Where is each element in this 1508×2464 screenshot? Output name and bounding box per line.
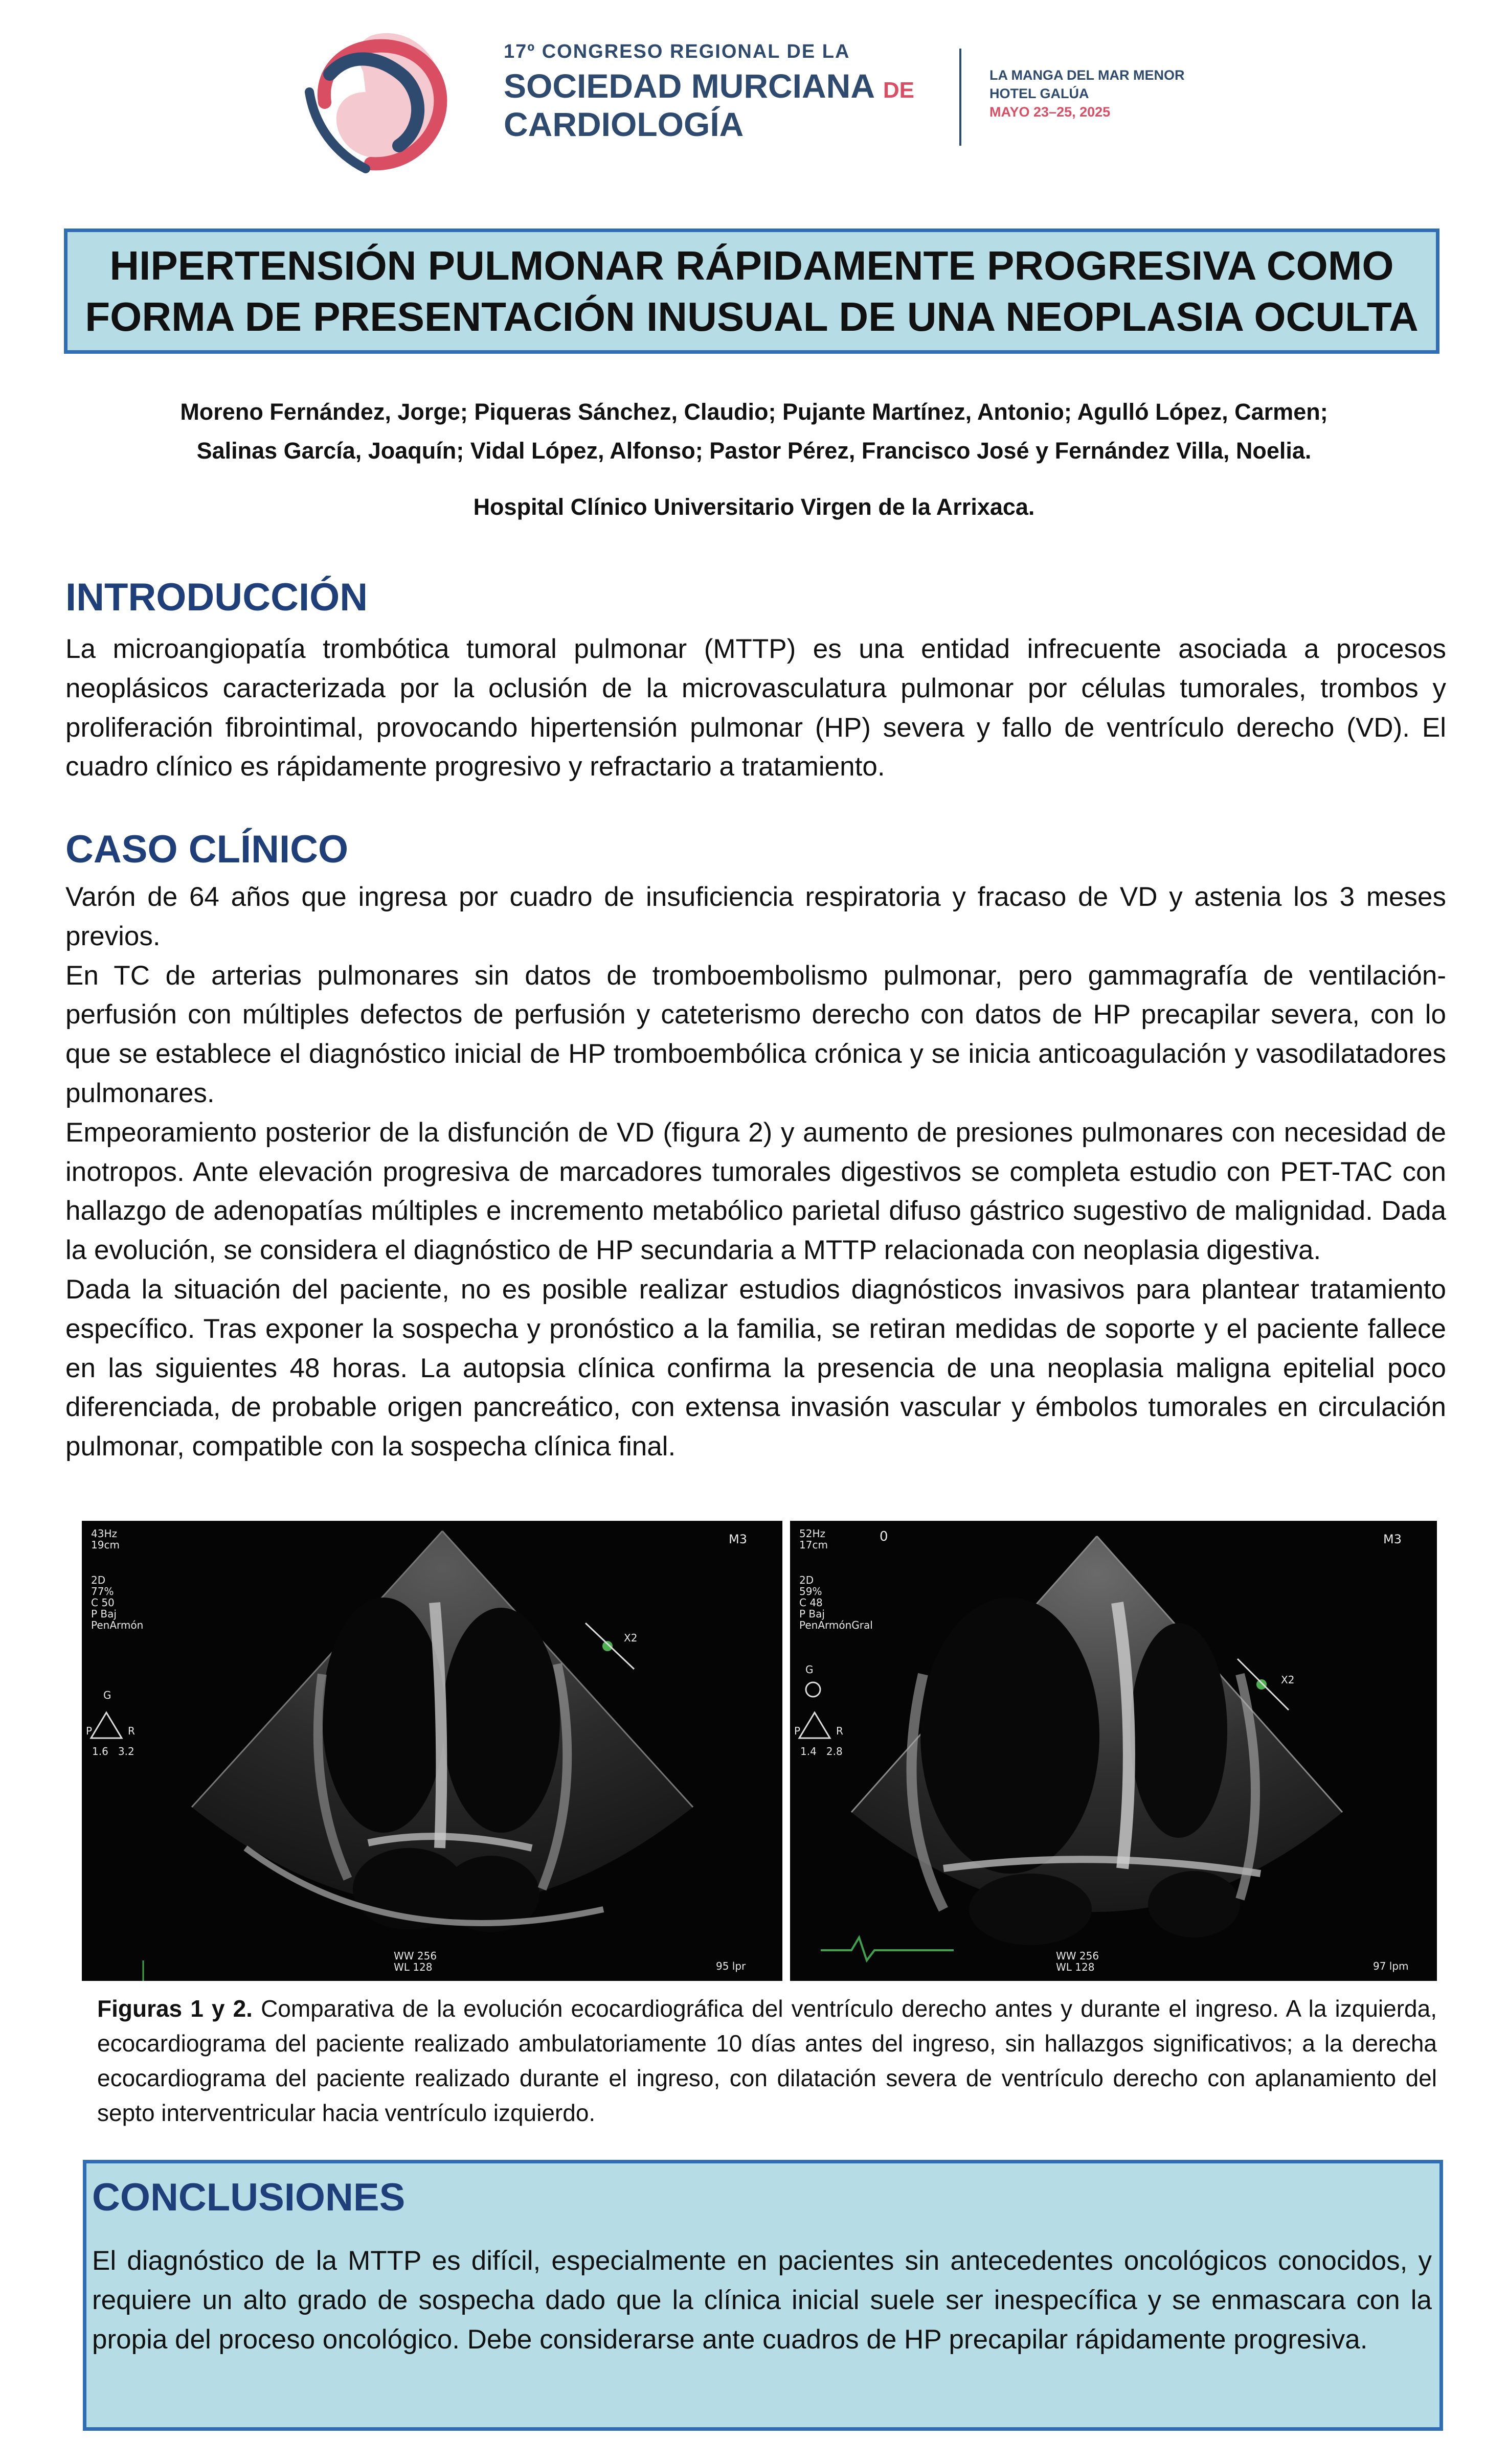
society-name-de: DE	[883, 78, 915, 103]
congress-logo	[294, 15, 458, 179]
case-paragraph-3: Empeoramiento posterior de la disfunción de VD (figura 2) y aumento de presiones pulmonares con necesidad de inotropos. Ante elevación progresiva de marcadores tumorales digestivos se completa estudio con PET-TAC con hallazgo de adenopatías múltiples e incremento metabólico parietal difuso gástrico sugestivo de malignidad. Dada la evolución, se considera el diagnóstico de HP secundaria a MTTP relacionada con neoplasia digestiva.	[65, 1117, 1446, 1266]
echo-left-window: WW 256 WL 128	[394, 1950, 437, 1973]
case-body	[65, 878, 1446, 1467]
case-paragraph-2: En TC de arterias pulmonares sin datos de tromboembolismo pulmonar, pero gammagrafía de ventilación-perfusión con múltiples defectos de perfusión y cateterismo derecho con datos de HP precapilar severa, con lo que se establece el diagnóstico inicial de HP tromboembólica crónica y se inicia anticoagulación y vasodilatadores pulmonares.	[65, 960, 1446, 1108]
case-heading: CASO CLÍNICO	[65, 828, 349, 871]
event-dates: MAYO 23–25, 2025	[989, 104, 1111, 120]
society-name-main: SOCIEDAD MURCIANA	[504, 67, 874, 105]
echo-right-mode-params: 2D 59% C 48 P Baj PenArmónGral	[799, 1574, 873, 1631]
echo-left-scale: 1.6 3.2	[92, 1745, 134, 1758]
authors-line-1: Moreno Fernández, Jorge; Piqueras Sánchez, Claudio; Pujante Martínez, Antonio; Agulló López, Carmen;	[180, 399, 1328, 425]
society-specialty: CARDIOLOGÍA	[504, 105, 744, 143]
echo-right-probe: M3	[1383, 1532, 1402, 1546]
intro-body: La microangiopatía trombótica tumoral pulmonar (MTTP) es una entidad infrecuente asociada a procesos neoplásicos caracterizada por la oclusión de la microvasculatura pulmonar por células tumorales, trombos y proliferación fibrointimal, provocando hipertensión pulmonar (HP) severa y fallo de ventrículo derecho (VD). El cuadro clínico es rápidamente progresivo y refractario a tratamiento.	[65, 634, 1446, 782]
affiliation: Hospital Clínico Universitario Virgen de la Arrixaca.	[473, 494, 1035, 520]
intro-heading: INTRODUCCIÓN	[65, 576, 368, 619]
title-box	[64, 229, 1439, 354]
echo-right-p: P	[794, 1725, 801, 1737]
echo-right-r: R	[836, 1725, 843, 1737]
echo-left-p: P	[86, 1725, 93, 1737]
echo-right-scale: 1.4 2.8	[800, 1745, 843, 1758]
echo-right-window: WW 256 WL 128	[1056, 1950, 1099, 1973]
echo-right-zoom: X2	[1281, 1674, 1295, 1686]
header-divider	[959, 49, 961, 146]
echo-left-heart-rate: 95 lpr	[716, 1960, 746, 1972]
case-paragraph-4: Dada la situación del paciente, no es posible realizar estudios diagnósticos invasivos para plantear tratamiento específico. Tras exponer la sospecha y pronóstico a la familia, se retiran medidas de soporte y el paciente fallece en las siguientes 48 horas. La autopsia clínica confirma la presencia de una neoplasia maligna epitelial poco diferenciada, de probable origen pancreático, con extensa invasión vascular y émbolos tumorales en circulación pulmonar, compatible con la sospecha clínica final.	[65, 1274, 1446, 1462]
caption-label: Figuras 1 y 2.	[97, 1995, 253, 2022]
echo-left-gain: G	[103, 1689, 111, 1701]
echo-left-probe: M3	[729, 1532, 747, 1546]
authors-line-2: Salinas García, Joaquín; Vidal López, Alfonso; Pastor Pérez, Francisco José y Fernández Villa, Noelia.	[196, 438, 1312, 464]
echo-left-zoom: X2	[624, 1632, 638, 1644]
society-name	[504, 66, 914, 105]
echo-left-r: R	[128, 1725, 135, 1737]
event-place: LA MANGA DEL MAR MENOR	[989, 67, 1185, 83]
echo-right-gain: G	[805, 1663, 814, 1676]
echo-left-mode-params: 2D 77% C 50 P Baj PenArmón	[91, 1574, 144, 1631]
echo-image-left	[82, 1521, 782, 1981]
echo-left-top-params: 43Hz 19cm	[91, 1527, 120, 1551]
case-paragraph-1: Varón de 64 años que ingresa por cuadro de insuficiencia respiratoria y fracaso de VD y astenia los 3 meses previos.	[65, 882, 1446, 951]
title-line-2: FORMA DE PRESENTACIÓN INUSUAL DE UNA NEOPLASIA OCULTA	[85, 293, 1419, 339]
figure-caption	[97, 1991, 1437, 2130]
echo-right-heart-rate: 97 lpm	[1373, 1960, 1409, 1972]
echocardiogram-during-admission	[790, 1521, 1437, 1981]
conclusions-body: El diagnóstico de la MTTP es difícil, especialmente en pacientes sin antecedentes oncológicos conocidos, y requiere un alto grado de sospecha dado que la clínica inicial suele ser inespecífica y se enmascara con la propia del proceso oncológico. Debe considerarse ante cuadros de HP precapilar rápidamente progresiva.	[92, 2246, 1432, 2355]
echocardiogram-before-admission	[82, 1521, 782, 1981]
caption-text: Comparativa de la evolución ecocardiográfica del ventrículo derecho antes y durante el ingreso. A la izquierda, ecocardiograma del paciente realizado ambulatoriamente 10 días antes del ingreso, sin hallazgos significativos; a la derecha ecocardiograma del paciente realizado durante el ingreso, con dilatación severa de ventrículo derecho con aplanamiento del septo interventricular hacia ventrículo izquierdo.	[97, 1995, 1437, 2126]
event-hotel: HOTEL GALÚA	[989, 86, 1089, 101]
congress-edition: 17º CONGRESO REGIONAL DE LA	[504, 41, 850, 62]
echo-right-depth-zero: 0	[880, 1529, 888, 1544]
echo-right-top-params: 52Hz 17cm	[799, 1527, 828, 1551]
conclusions-heading: CONCLUSIONES	[92, 2176, 406, 2219]
echo-image-right	[790, 1521, 1437, 1981]
title-line-1: HIPERTENSIÓN PULMONAR RÁPIDAMENTE PROGRESIVA COMO	[109, 242, 1394, 288]
